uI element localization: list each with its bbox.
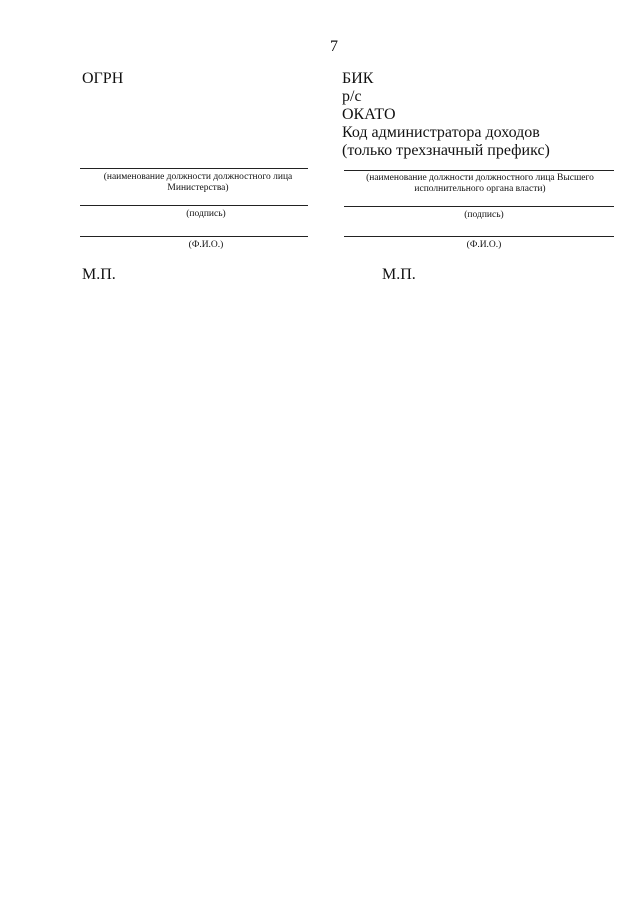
bik-label: БИК: [342, 70, 374, 87]
left-fio-line: [80, 236, 308, 237]
left-signature-caption: (подпись): [186, 209, 226, 219]
right-signature-line: [344, 206, 614, 207]
account-label: р/с: [342, 88, 362, 105]
left-position-caption-line1: (наименование должности должностного лица: [103, 172, 293, 182]
right-position-caption-line2: исполнительного органа власти): [414, 184, 546, 194]
right-fio-caption: (Ф.И.О.): [466, 240, 502, 250]
admin-code-label: Код администратора доходов: [342, 124, 540, 141]
left-position-caption: [80, 172, 316, 194]
page-number: 7: [330, 38, 338, 55]
okato-label: ОКАТО: [342, 106, 396, 123]
ogrn-label: ОГРН: [82, 70, 124, 87]
bank-details: [342, 70, 550, 160]
right-signature-caption: (подпись): [464, 210, 504, 220]
right-stamp-label: М.П.: [382, 266, 416, 283]
right-fio-line: [344, 236, 614, 237]
right-position-line: [344, 170, 614, 171]
left-position-caption-line2: Министерства): [167, 183, 229, 193]
left-fio-caption: (Ф.И.О.): [188, 240, 224, 250]
left-position-line: [80, 168, 308, 169]
right-position-caption-line1: (наименование должности должностного лица Высшего: [366, 173, 594, 183]
right-position-caption: [338, 173, 622, 195]
admin-code-note: (только трехзначный префикс): [342, 142, 550, 159]
left-stamp-label: М.П.: [82, 266, 116, 283]
left-signature-line: [80, 205, 308, 206]
